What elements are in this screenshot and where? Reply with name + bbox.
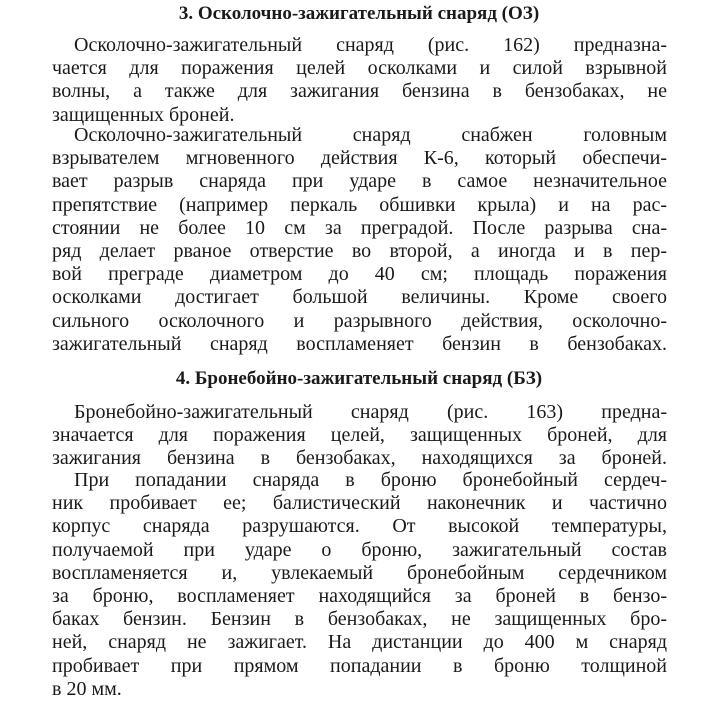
text-line: волны, а также для зажигания бензина в бензобаках, не (52, 80, 667, 103)
section-3-paragraph-2 (52, 124, 667, 356)
section-3-paragraph-1 (52, 34, 667, 127)
text-line: Осколочно-зажигательный снаряд снабжен головным (74, 124, 667, 146)
text-line: баках бензин. Бензин в бензобаках, не защищенных бро- (52, 608, 667, 631)
text-line: препятствие (например перкаль обшивки крыла) и на рас- (52, 193, 667, 216)
text-line: чается для поражения целей осколками и силой взрывной (52, 57, 667, 80)
text-line: вает разрыв снаряда при ударе в самое незначительное (52, 170, 667, 193)
text-line: ряд делает рваное отверстие во второй, а иногда и в пер- (52, 239, 667, 262)
text-line: взрывателем мгновенного действия К-6, который обеспечи- (52, 147, 667, 170)
text-line: Осколочно-зажигательный снаряд (рис. 162) предназна- (74, 34, 667, 56)
text-line: зажигания бензина в бензобаках, находящихся за броней. (52, 447, 667, 470)
section-4-heading: 4. Бронебойно-зажигательный снаряд (БЗ) (175, 368, 543, 389)
text-line: получаемой при ударе о броню, зажигательный состав (52, 538, 667, 561)
text-line: Бронебойно-зажигательный снаряд (рис. 163) предна- (74, 401, 667, 423)
text-line: значается для поражения целей, защищенных броней, для (52, 424, 667, 447)
text-line: за броню, воспламеняет находящийся за броней в бензо- (52, 584, 667, 607)
text-line: ней, снаряд не зажигает. На дистанции до 400 м снаряд (52, 631, 667, 654)
text-line: защищенных броней. (52, 103, 235, 126)
text-line: сильного осколочного и разрывного действия, осколочно- (52, 309, 667, 332)
text-line: вой преграде диаметром до 40 см; площадь поражения (52, 263, 667, 286)
text-line: воспламеняется и, увлекаемый бронебойным сердечником (52, 561, 667, 584)
text-line: корпус снаряда разрушаются. От высокой температуры, (52, 515, 667, 538)
section-3-heading: 3. Осколочно-зажигательный снаряд (ОЗ) (178, 3, 540, 24)
text-line: ник пробивает ее; балистический наконечник и частично (52, 492, 667, 515)
section-4-paragraph-1 (52, 401, 667, 471)
text-line: в 20 мм. (52, 677, 122, 700)
text-line: При попадании снаряда в броню бронебойный сердеч- (74, 469, 667, 491)
text-line: зажигательный снаряд воспламеняет бензин в бензобаках. (52, 332, 667, 355)
section-4-paragraph-2 (52, 469, 667, 701)
text-line: осколками достигает большой величины. Кроме своего (52, 286, 667, 309)
text-line: стоянии не более 10 см за преградой. После разрыва сна- (52, 216, 667, 239)
text-line: пробивает при прямом попадании в броню толщиной (52, 654, 667, 677)
